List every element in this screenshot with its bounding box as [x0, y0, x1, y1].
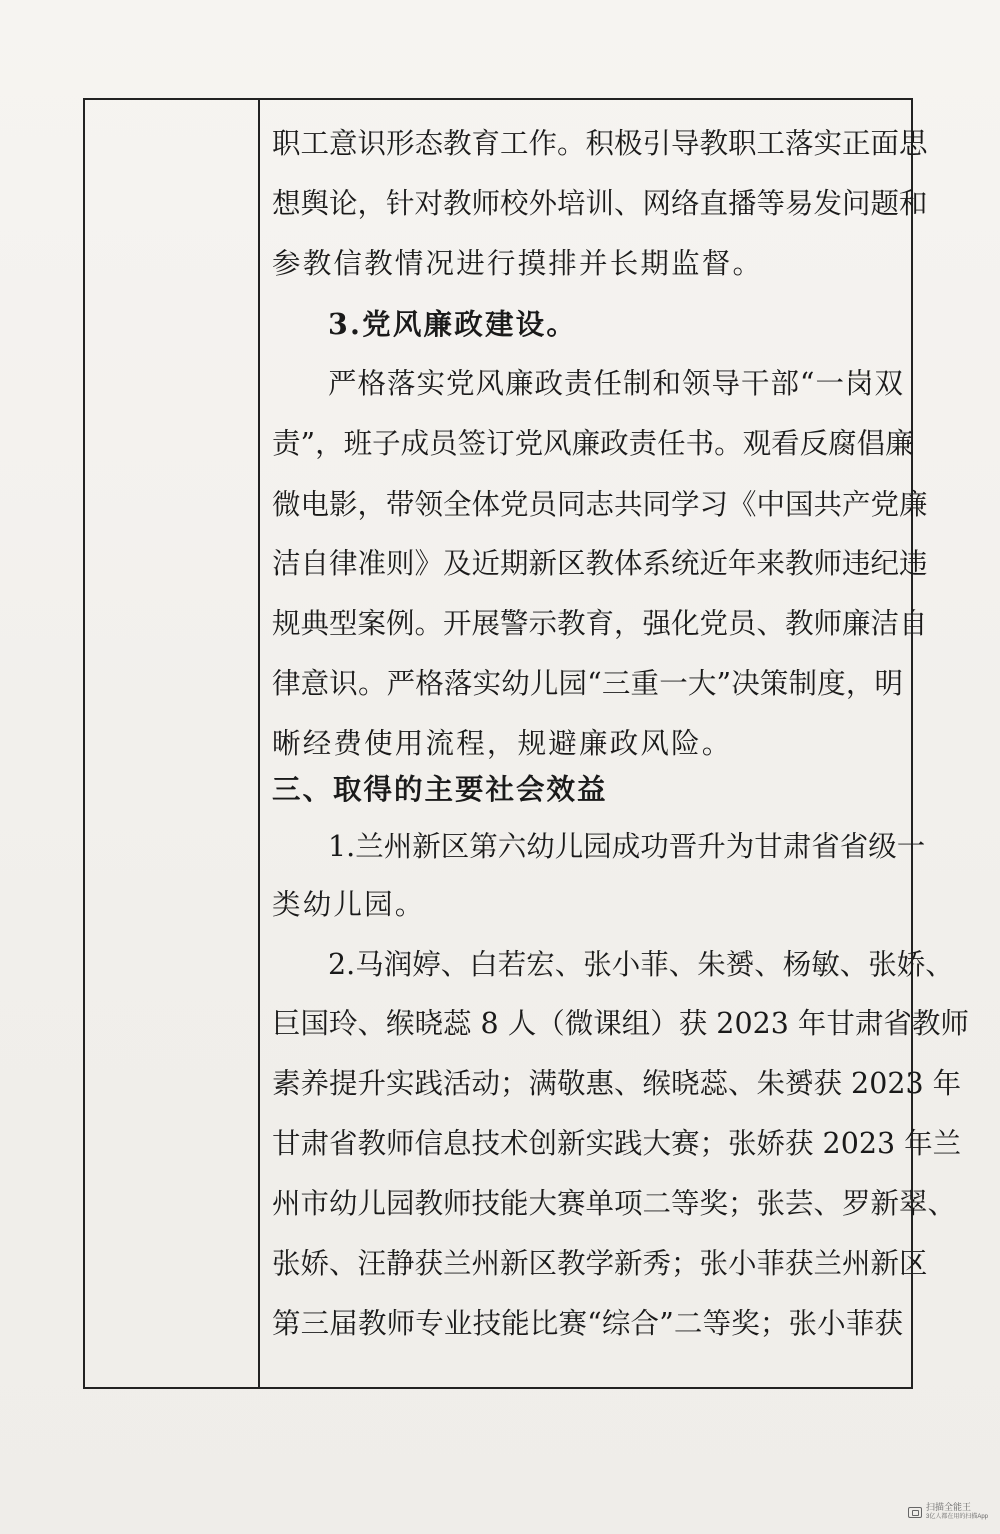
- text-line: 州市幼儿园教师技能大赛单项二等奖；张芸、罗新翠、: [272, 1187, 957, 1220]
- text-line: 巨国玲、缑晓蕊 8 人（微课组）获 2023 年甘肃省教师: [272, 1007, 969, 1040]
- table-left-cell: [85, 100, 260, 1387]
- watermark-subtext: 3亿人都在用的扫描App: [925, 1514, 988, 1520]
- text-line: 2.马润婷、白若宏、张小菲、朱赟、杨敏、张娇、: [328, 948, 954, 981]
- text-line: 素养提升实践活动；满敬惠、缑晓蕊、朱赟获 2023 年: [272, 1067, 962, 1100]
- text-line: 律意识。严格落实幼儿园“三重一大”决策制度，明: [272, 667, 903, 700]
- text-line: 洁自律准则》及近期新区教体系统近年来教师违纪违: [272, 547, 928, 580]
- section-subheading: 3.党风廉政建设。: [328, 307, 578, 341]
- text-line: 1.兰州新区第六幼儿园成功晋升为甘肃省省级一: [328, 830, 926, 863]
- content-table: [83, 98, 969, 1389]
- scanner-logo-icon: [908, 1507, 922, 1518]
- text-line: 职工意识形态教育工作。积极引导教职工落实正面思: [272, 127, 928, 160]
- text-line: 第三届教师专业技能比赛“综合”二等奖；张小菲获: [272, 1307, 903, 1340]
- text-line: 张娇、汪静获兰州新区教学新秀；张小菲获兰州新区: [272, 1247, 928, 1280]
- watermark-text: 扫描全能王: [925, 1502, 971, 1512]
- table-right-cell: [260, 100, 969, 1387]
- text-line: 晰经费使用流程，规避廉政风险。: [272, 727, 733, 760]
- text-line: 严格落实党风廉政责任制和领导干部“一岗双: [328, 367, 903, 400]
- text-line: 规典型案例。开展警示教育，强化党员、教师廉洁自: [272, 607, 928, 640]
- section-heading: 三、取得的主要社会效益: [272, 773, 608, 806]
- scanner-watermark: [908, 1502, 988, 1522]
- text-line: 类幼儿园。: [272, 888, 426, 921]
- text-line: 甘肃省教师信息技术创新实践大赛；张娇获 2023 年兰: [272, 1127, 962, 1160]
- text-line: 想舆论，针对教师校外培训、网络直播等易发问题和: [272, 187, 928, 220]
- text-line: 参教信教情况进行摸排并长期监督。: [272, 247, 764, 280]
- text-line: 微电影，带领全体党员同志共同学习《中国共产党廉: [272, 488, 928, 521]
- text-line: 责”，班子成员签订党风廉政责任书。观看反腐倡廉: [272, 427, 914, 460]
